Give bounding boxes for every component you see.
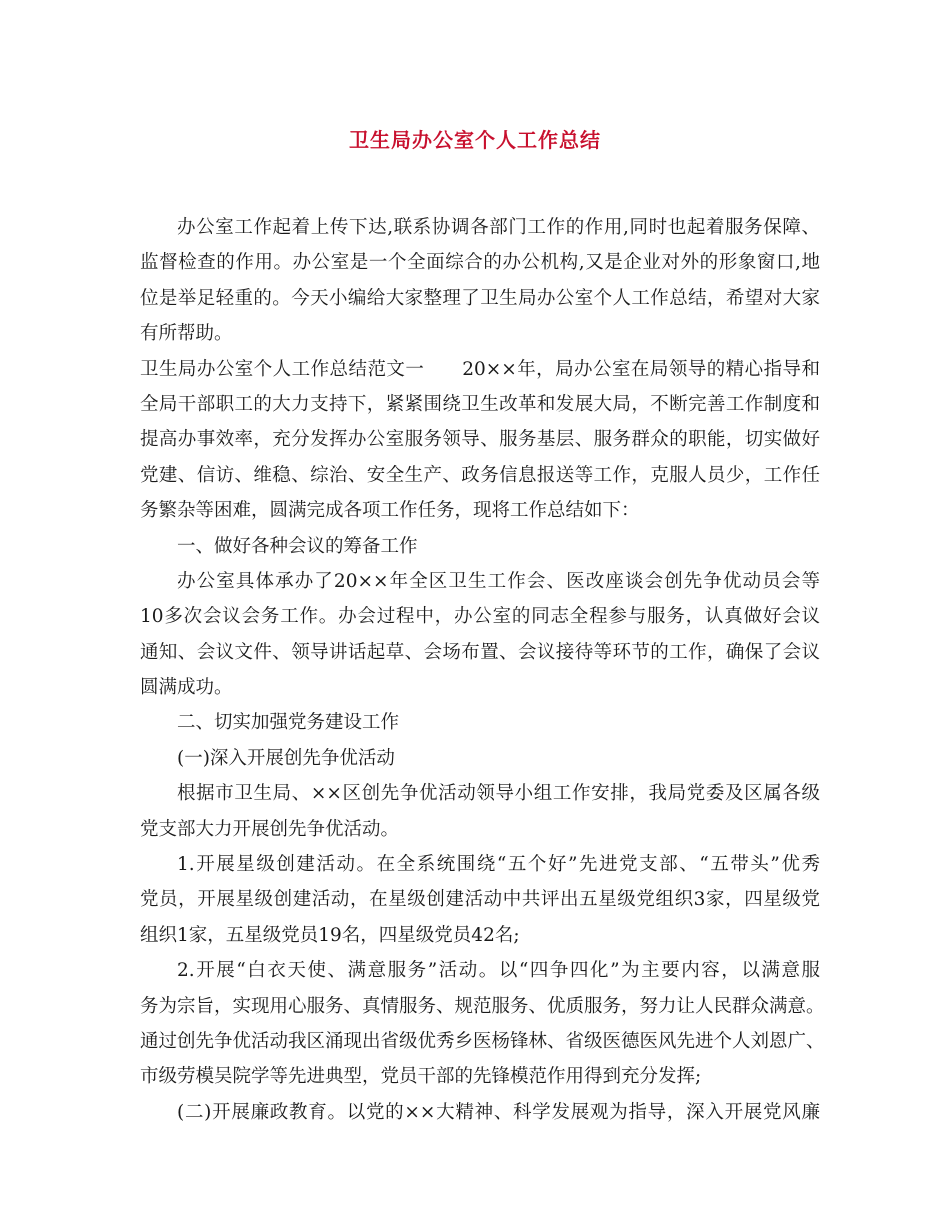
text-line: 党建、信访、维稳、综治、安全生产、政务信息报送等工作，克服人员少，工作任 <box>140 464 820 486</box>
text-line: 二、切实加强党务建设工作 <box>177 712 400 734</box>
text-line: 党员，开展星级创建活动，在星级创建活动中共评出五星级党组织3家，四星级党 <box>140 889 820 911</box>
text-line: 市级劳模吴院学等先进典型，党员干部的先锋模范作用得到充分发挥; <box>140 1066 702 1088</box>
text-line: 通过创先争优活动我区涌现出省级优秀乡医杨锋林、省级医德医风先进个人刘恩广、 <box>140 1030 825 1052</box>
text-line: 监督检查的作用。办公室是一个全面综合的办公机构,又是企业对外的形象窗口,地 <box>140 252 820 274</box>
text-line: 全局干部职工的大力支持下，紧紧围绕卫生改革和发展大局，不断完善工作制度和 <box>140 393 820 415</box>
text-line: 一、做好各种会议的筹备工作 <box>177 535 418 557</box>
text-line: 有所帮助。 <box>140 323 233 345</box>
text-line: (一)深入开展创先争优活动 <box>177 747 395 769</box>
text-line: 组织1家，五星级党员19名，四星级党员42名; <box>140 924 520 946</box>
text-line: 务繁杂等困难，圆满完成各项工作任务，现将工作总结如下： <box>140 500 640 522</box>
text-line: 10多次会议会务工作。办会过程中，办公室的同志全程参与服务，认真做好会议 <box>140 606 820 628</box>
text-line: 务为宗旨，实现用心服务、真情服务、规范服务、优质服务，努力让人民群众满意。 <box>140 995 825 1017</box>
text-line: 圆满成功。 <box>140 677 233 699</box>
text-line: (二)开展廉政教育。以党的××大精神、科学发展观为指导，深入开展党风廉 <box>177 1101 820 1123</box>
text-line: 2.开展“白衣天使、满意服务”活动。以“四争四化”为主要内容，以满意服 <box>177 960 820 982</box>
document-title: 卫生局办公室个人工作总结 <box>349 128 601 152</box>
text-line: 1.开展星级创建活动。在全系统围绕“五个好”先进党支部、“五带头”优秀 <box>177 854 820 876</box>
text-line: 根据市卫生局、××区创先争优活动领导小组工作安排，我局党委及区属各级 <box>177 783 820 805</box>
text-line: 位是举足轻重的。今天小编给大家整理了卫生局办公室个人工作总结，希望对大家 <box>140 287 820 309</box>
text-line: 卫生局办公室个人工作总结范文一 20××年，局办公室在局领导的精心指导和 <box>140 358 820 380</box>
document-body <box>140 210 825 1130</box>
text-line: 办公室工作起着上传下达,联系协调各部门工作的作用,同时也起着服务保障、 <box>177 217 820 238</box>
text-line: 通知、会议文件、领导讲话起草、会场布置、会议接待等环节的工作，确保了会议 <box>140 641 820 663</box>
text-line: 党支部大力开展创先争优活动。 <box>140 818 400 840</box>
text-line: 提高办事效率，充分发挥办公室服务领导、服务基层、服务群众的职能，切实做好 <box>140 429 820 451</box>
text-line: 办公室具体承办了20××年全区卫生工作会、医改座谈会创先争优动员会等 <box>177 570 820 592</box>
